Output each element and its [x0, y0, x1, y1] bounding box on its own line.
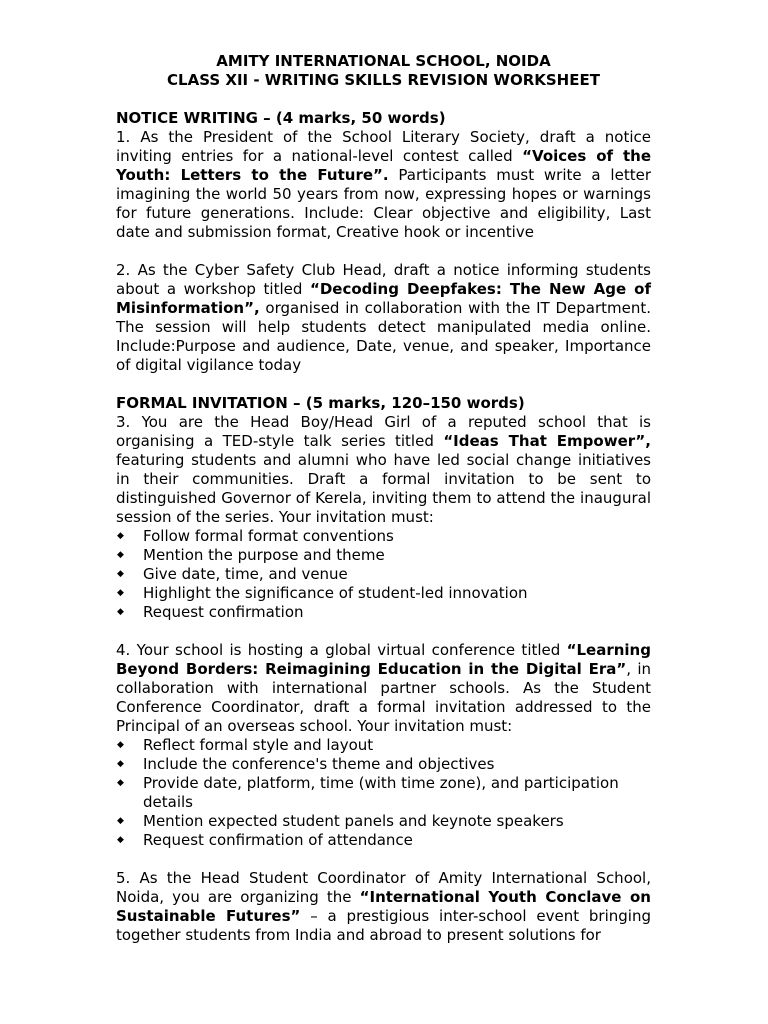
formal-invitation-heading: FORMAL INVITATION – (5 marks, 120–150 words)	[116, 394, 525, 412]
question-text: As the President of the School Literary Society, draft a notice inviting entries for a national-level contest called	[116, 128, 651, 165]
list-item	[116, 584, 651, 603]
list-item	[116, 774, 651, 812]
question-text: featuring students and alumni who have led social change initiatives in their communities. Draft a formal invitation to be sent to distinguished Governor of Kerela, inviting them to attend the inaugural session of the series. Your invitation must:	[116, 451, 651, 526]
diamond-bullet-icon: ◆	[117, 531, 124, 541]
list-item	[116, 527, 651, 546]
diamond-bullet-icon: ◆	[117, 550, 124, 560]
list-item	[116, 603, 651, 622]
list-item-text: Include the conference's theme and objectives	[143, 755, 495, 773]
question-text: Participants must write a letter imagining the world 50 years from now, expressing hopes or warnings for future generations. Include: Clear objective and eligibility, Last date and submission format, Creative hook or incentive	[116, 166, 651, 241]
diamond-bullet-icon: ◆	[117, 816, 124, 826]
list-item	[116, 565, 651, 584]
list-item-text: Follow formal format conventions	[143, 527, 394, 545]
worksheet-page	[116, 52, 651, 945]
question-3	[116, 413, 651, 527]
question-text: organised in collaboration with the IT Department. The session will help students detect manipulated media online. Include:Purpose and audience, Date, venue, and speaker, Importance of digital vigilance today	[116, 299, 651, 374]
spacer	[116, 242, 651, 261]
list-item-text: Reflect formal style and layout	[143, 736, 374, 754]
diamond-bullet-icon: ◆	[117, 588, 124, 598]
question-bold-title: “Decoding Deepfakes: The New Age of Misinformation”,	[116, 280, 651, 317]
question-bold-title: “Learning Beyond Borders: Reimagining Education in the Digital Era”	[116, 641, 651, 678]
spacer	[116, 622, 651, 641]
question-number: 3.	[116, 413, 131, 431]
spacer	[116, 90, 651, 109]
question-text: , in collaboration with international partner schools. As the Student Conference Coordinator, draft a formal invitation addressed to the Principal of an overseas school. Your invitation must:	[116, 660, 651, 735]
list-item-text: Request confirmation	[143, 603, 304, 621]
diamond-bullet-icon: ◆	[117, 740, 124, 750]
list-item-text: Mention the purpose and theme	[143, 546, 385, 564]
diamond-bullet-icon: ◆	[117, 759, 124, 769]
question-text: As the Head Student Coordinator of Amity International School, Noida, you are organizing the	[116, 869, 651, 906]
question-number: 5.	[116, 869, 131, 887]
spacer	[116, 375, 651, 394]
question-text: You are the Head Boy/Head Girl of a reputed school that is organising a TED-style talk series titled	[116, 413, 651, 450]
question-bold-title: “Voices of the Youth: Letters to the Future”.	[116, 147, 651, 184]
list-item	[116, 736, 651, 755]
question-text: Your school is hosting a global virtual conference titled	[136, 641, 567, 659]
list-item-text: Give date, time, and venue	[143, 565, 348, 583]
spacer	[116, 850, 651, 869]
list-item	[116, 812, 651, 831]
list-item	[116, 546, 651, 565]
question-5	[116, 869, 651, 945]
diamond-bullet-icon: ◆	[117, 569, 124, 579]
list-item-text: Highlight the significance of student-led innovation	[143, 584, 528, 602]
school-title: AMITY INTERNATIONAL SCHOOL, NOIDA	[216, 52, 551, 70]
list-item	[116, 831, 651, 850]
question-bold-title: “Ideas That Empower”,	[443, 432, 651, 450]
question-text: – a prestigious inter-school event bringing together students from India and abroad to present solutions for	[116, 907, 651, 944]
list-item-text: Provide date, platform, time (with time zone), and participation details	[143, 774, 619, 811]
worksheet-title: CLASS XII - WRITING SKILLS REVISION WORKSHEET	[167, 71, 600, 89]
question-3-requirements	[116, 527, 651, 622]
diamond-bullet-icon: ◆	[117, 835, 124, 845]
question-number: 2.	[116, 261, 131, 279]
diamond-bullet-icon: ◆	[117, 607, 124, 617]
notice-writing-heading: NOTICE WRITING – (4 marks, 50 words)	[116, 109, 446, 127]
question-2	[116, 261, 651, 375]
list-item	[116, 755, 651, 774]
question-4	[116, 641, 651, 736]
question-text: As the Cyber Safety Club Head, draft a notice informing students about a workshop titled	[116, 261, 651, 298]
question-number: 4.	[116, 641, 131, 659]
diamond-bullet-icon: ◆	[117, 778, 124, 788]
question-bold-title: “International Youth Conclave on Sustainable Futures”	[116, 888, 651, 925]
question-1	[116, 128, 651, 242]
question-4-requirements	[116, 736, 651, 850]
list-item-text: Request confirmation of attendance	[143, 831, 413, 849]
question-number: 1.	[116, 128, 131, 146]
list-item-text: Mention expected student panels and keynote speakers	[143, 812, 564, 830]
